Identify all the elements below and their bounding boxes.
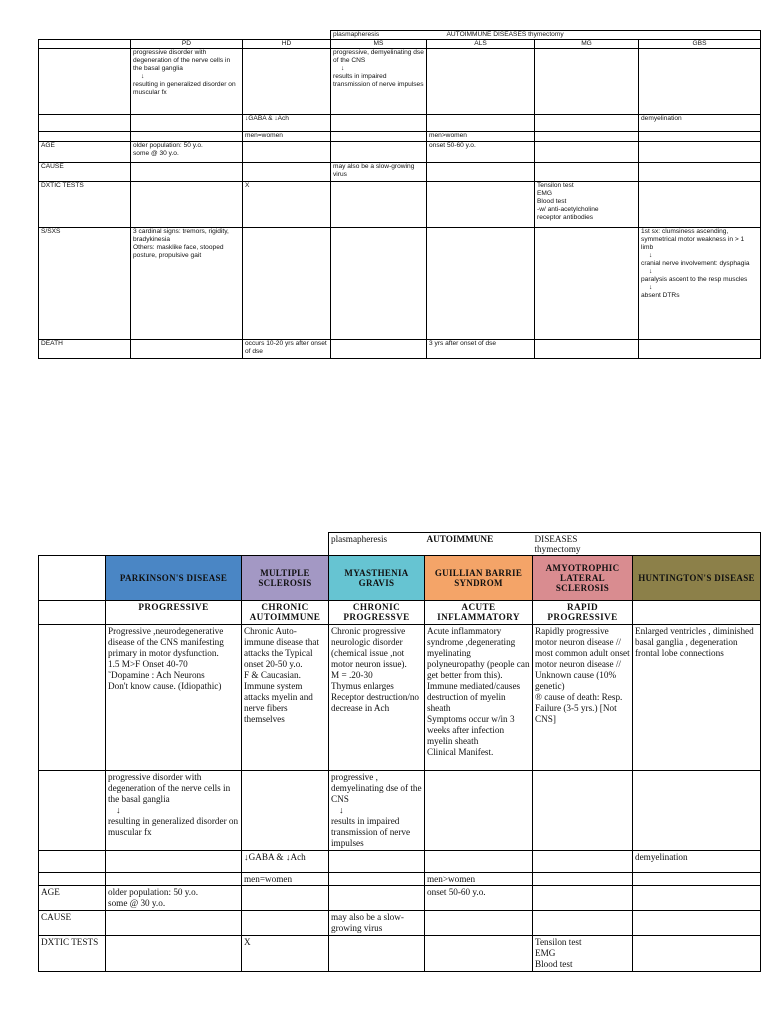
cell-hd-neuro: ↓GABA & ↓Ach <box>242 851 329 873</box>
top-header-row <box>39 533 761 556</box>
row-label-age: AGE <box>39 142 131 163</box>
table-row <box>39 936 761 972</box>
summary-table-compact <box>38 30 761 359</box>
top-left-cell: plasmapheresis <box>329 533 425 556</box>
cell-als-sex: men>women <box>427 132 535 142</box>
header-huntingtons: HUNTINGTON'S DISEASE <box>633 556 761 601</box>
column-header-row <box>39 40 761 49</box>
row-label-age: AGE <box>39 886 106 911</box>
table-row <box>39 873 761 886</box>
cell-ms-progress: progressive , demyelinating dse of the CNS ↓ results in impaired transmission of nerve impulses <box>329 771 425 851</box>
desc-hd: Enlarged ventricles , diminished basal ganglia , degeneration frontal lobe connections <box>633 625 761 771</box>
table-row <box>39 142 761 163</box>
cell-pd-age: older population: 50 y.o. some @ 30 y.o. <box>106 886 242 911</box>
cell-pd-desc: progressive disorder with degeneration of the nerve cells in the basal ganglia ↓ resulting in generalized disorder on muscular fx <box>131 49 243 115</box>
table-row <box>39 228 761 340</box>
table-row <box>39 851 761 873</box>
table-row <box>39 132 761 142</box>
cell-hd-dxtic: X <box>243 182 331 228</box>
cell-pd-progress: progressive disorder with degeneration of the nerve cells in the basal ganglia ↓ resulting in generalized disorder on muscular fx <box>106 771 242 851</box>
header-parkinsons: PARKINSON'S DISEASE <box>106 556 242 601</box>
top-mid-cell: AUTOIMMUNE DISEASES thymectomy <box>427 31 639 40</box>
cell-pd-sxs: 3 cardinal signs: tremors, rigidity, bradykinesia Others: masklike face, stooped posture, propulsive gait <box>131 228 243 340</box>
col-header-als: ALS <box>427 40 535 49</box>
header-als: AMYOTROPHIC LATERAL SCLEROSIS <box>533 556 633 601</box>
row-label-sxs: S/SXS <box>39 228 131 340</box>
type-pd: PROGRESSIVE <box>106 601 242 625</box>
cell-hd-sex: men=women <box>242 873 329 886</box>
table-row <box>39 115 761 132</box>
cell-als-age: onset 50-60 y.o. <box>427 142 535 163</box>
table-row <box>39 163 761 182</box>
row-label-dxtic: DXTIC TESTS <box>39 936 106 972</box>
table-row <box>39 340 761 359</box>
top-mid-cell: AUTOIMMUNE <box>425 533 533 556</box>
table-row <box>39 771 761 851</box>
col-header-ms: MS <box>331 40 427 49</box>
type-als: RAPID PROGRESSIVE <box>533 601 633 625</box>
desc-mg: Chronic progressive neurologic disorder (chemical issue ,not motor neuron issue). M = .20-30 Thymus enlarges Receptor destruction/no decrease in Ach <box>329 625 425 771</box>
table-row <box>39 911 761 936</box>
cell-hd-sex: men=women <box>243 132 331 142</box>
row-label-cause: CAUSE <box>39 163 131 182</box>
row-label-cause: CAUSE <box>39 911 106 936</box>
cell-pd-age: older population: 50 y.o. some @ 30 y.o. <box>131 142 243 163</box>
top-right-cell: DISEASES thymectomy <box>533 533 633 556</box>
cell-gbs-demyel: demyelination <box>633 851 761 873</box>
cell-mg-dxtic: Tensilon test EMG Blood test -w/ anti-acetylcholine receptor antibodies <box>535 182 639 228</box>
table-row <box>39 182 761 228</box>
description-row <box>39 625 761 771</box>
cell-hd-neuro: ↓GABA & ↓Ach <box>243 115 331 132</box>
desc-pd: Progressive ,neurodegenerative disease of the CNS manifesting primary in motor dysfunction. 1.5 M>F Onset 40-70 ˜Dopamine : Ach Neurons Don't know cause. (Idiopathic) <box>106 625 242 771</box>
col-header-pd: PD <box>131 40 243 49</box>
type-mg: CHRONIC PROGRESSVE <box>329 601 425 625</box>
desc-gbs: Acute inflammatory syndrome ,degenerating myelinating polyneuropathy (people can get better from this). Immune mediated/causes destruction of myelin sheath Symptoms occur w/in 3 weeks after infection myelin sheath Clinical Manifest. <box>425 625 533 771</box>
top-header-row <box>39 31 761 40</box>
cell-als-death: 3 yrs after onset of dse <box>427 340 535 359</box>
disease-header-row <box>39 556 761 601</box>
header-guillain-barre: GUILLIAN BARRIE SYNDROM <box>425 556 533 601</box>
row-label-death: DEATH <box>39 340 131 359</box>
desc-als: Rapidly progressive motor neuron disease // most common adult onset motor neuron disease // Unknown cause (10% genetic) ® cause of death: Resp. Failure (3-5 yrs.) [Not CNS] <box>533 625 633 771</box>
col-header-hd: HD <box>243 40 331 49</box>
cell-ms-cause: may also be a slow-growing virus <box>329 911 425 936</box>
cell-gbs-demyel: demyelination <box>639 115 761 132</box>
top-left-cell: plasmapheresis <box>331 31 427 40</box>
table-row <box>39 49 761 115</box>
table-row <box>39 886 761 911</box>
header-myasthenia-gravis: MYASTHENIA GRAVIS <box>329 556 425 601</box>
cell-hd-dxtic: X <box>242 936 329 972</box>
cell-mg-dxtic: Tensilon test EMG Blood test <box>533 936 633 972</box>
row-label-dxtic: DXTIC TESTS <box>39 182 131 228</box>
col-header-gbs: GBS <box>639 40 761 49</box>
cell-als-sex: men>women <box>425 873 533 886</box>
type-gbs: ACUTE INFLAMMATORY <box>425 601 533 625</box>
type-row <box>39 601 761 625</box>
type-ms: CHRONIC AUTOIMMUNE <box>242 601 329 625</box>
cell-ms-cause: may also be a slow-growing virus <box>331 163 427 182</box>
cell-hd-death: occurs 10-20 yrs after onset of dse <box>243 340 331 359</box>
cell-gbs-sxs: 1st sx: clumsiness ascending, symmetrical motor weakness in > 1 limb ↓ cranial nerve involvement: dysphagia ↓ paralysis ascent to the resp muscles ↓ absent DTRs <box>639 228 761 340</box>
cell-ms-desc: progressive, demyelinating dse of the CNS ↓ results in impaired transmission of nerve impulses <box>331 49 427 115</box>
summary-table-detailed <box>38 532 761 972</box>
type-hd <box>633 601 761 625</box>
col-header-mg: MG <box>535 40 639 49</box>
cell-als-age: onset 50-60 y.o. <box>425 886 533 911</box>
desc-ms: Chronic Auto-immune disease that attacks the Typical onset 20-50 y.o. F & Caucasian. Immune system attacks myelin and nerve fibers themselves <box>242 625 329 771</box>
header-multiple-sclerosis: MULTIPLE SCLEROSIS <box>242 556 329 601</box>
